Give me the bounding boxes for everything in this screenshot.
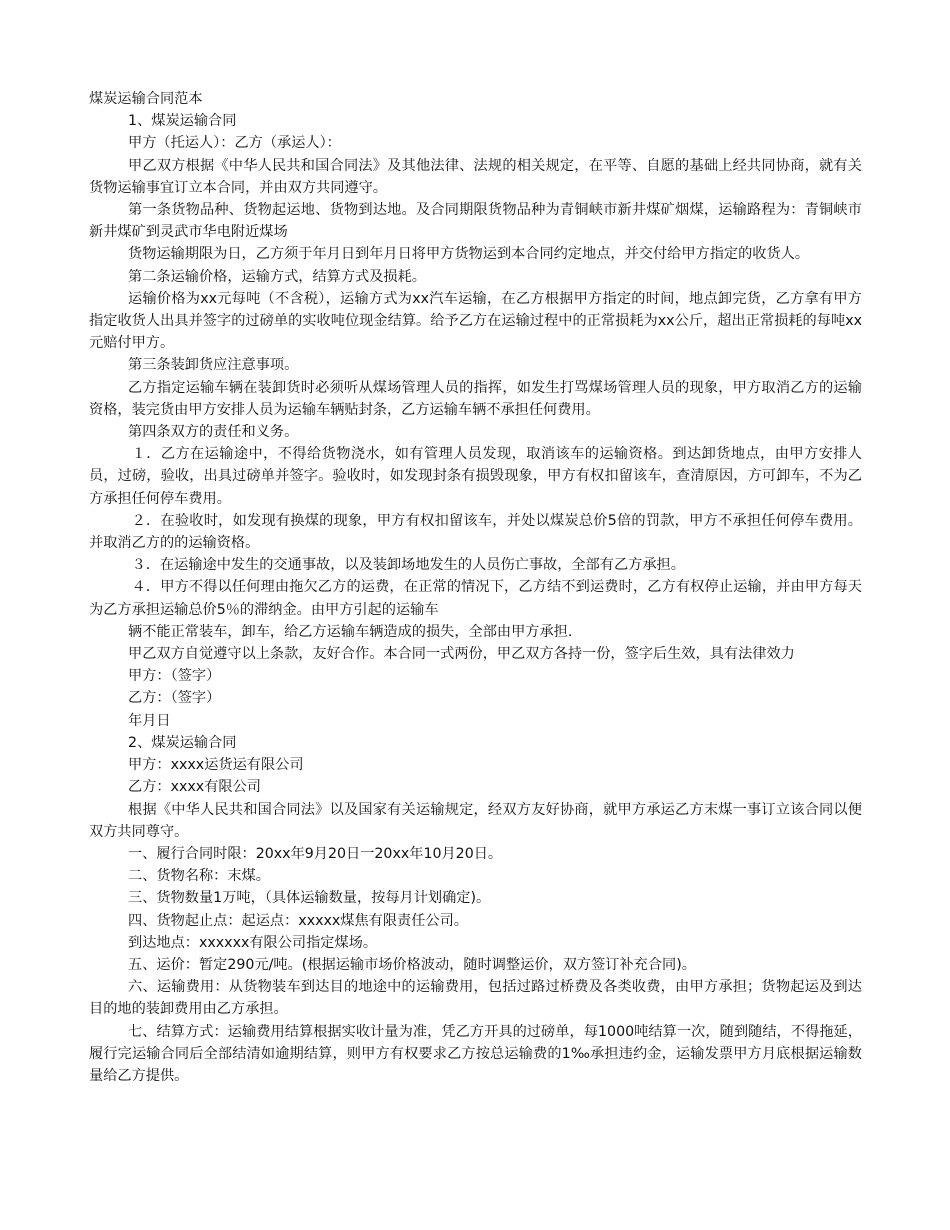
- clause-4-origin: 四、货物起止点：起运点：xxxxx煤焦有限责任公司。: [128, 912, 468, 929]
- contract-1-preamble: 甲乙双方根据《中华人民共和国合同法》及其他法律、法规的相关规定，在平等、自愿的基础上经共同协商，就有关货物运输事宜订立本合同，并由双方共同遵守。: [89, 157, 862, 196]
- article-4-item-4-cont: 辆不能正常装车，卸车，给乙方运输车辆造成的损失，全部由甲方承担.: [128, 623, 573, 640]
- clause-7-settlement: 七、结算方式：运输费用结算根据实收计量为准，凭乙方开具的过磅单，每1000吨结算一次，随到随结，不得拖延，履行完运输合同后全部结清如逾期结算，则甲方有权要求乙方按总运输费的1‰承担违约金，运输发票甲方月底根据运输数量给乙方提供。: [89, 1023, 862, 1084]
- clause-3-quantity: 三、货物数量1万吨，（具体运输数量，按每月计划确定)。: [128, 890, 491, 907]
- article-4-item-1: １．乙方在运输途中，不得给货物浇水，如有管理人员发现，取消该车的运输资格。到达卸货地点，由甲方安排人员，过磅，验收，出具过磅单并签字。验收时，如发现封条有损毁现象，甲方有权扣留该车，查清原因，方可卸车，不为乙方承担任何停车费用。: [89, 446, 862, 507]
- contract-1-parties: 甲方（托运人）：乙方（承运人）：: [128, 135, 341, 152]
- article-2-heading: 第二条运输价格，运输方式，结算方式及损耗。: [128, 268, 426, 285]
- contract-2-party-b: 乙方：xxxx有限公司: [128, 779, 261, 796]
- party-b-signature: 乙方：（签字）: [128, 690, 221, 707]
- clause-2-goods: 二、货物名称：末煤。: [128, 868, 270, 885]
- party-a-signature: 甲方：（签字）: [128, 668, 221, 685]
- contract-1-closing: 甲乙双方自觉遵守以上条款，友好合作。本合同一式两份，甲乙双方各持一份，签字后生效，具有法律效力: [128, 646, 795, 663]
- clause-5-price: 五、运价：暂定290元/吨。(根据运输市场价格波动，随时调整运价，双方签订补充合同)。: [128, 956, 696, 973]
- document-body: [89, 88, 862, 1087]
- article-1: 第一条货物品种、货物起运地、货物到达地。及合同期限货物品种为青铜峡市新井煤矿烟煤，运输路程为：青铜峡市新井煤矿到灵武市华电附近煤场: [89, 202, 862, 241]
- clause-1-term: 一、履行合同时限：20xx年9月20日一20xx年10月20日。: [128, 845, 503, 862]
- article-3-body: 乙方指定运输车辆在装卸货时必须听从煤场管理人员的指挥，如发生打骂煤场管理人员的现象，甲方取消乙方的运输资格，装完货由甲方安排人员为运输车辆贴封条，乙方运输车辆不承担任何费用。: [89, 379, 862, 418]
- document-title: 煤炭运输合同范本: [89, 91, 203, 107]
- article-4-item-2: ２．在验收时，如发现有换煤的现象，甲方有权扣留该车，并处以煤炭总价5倍的罚款，甲方不承担任何停车费用。并取消乙方的的运输资格。: [89, 512, 862, 552]
- article-4-item-3: ３．在运输途中发生的交通事故，以及装卸场地发生的人员伤亡事故，全部有乙方承担。: [131, 557, 685, 574]
- article-3-heading: 第三条装卸货应注意事项。: [128, 357, 299, 374]
- contract-2-preamble: 根据《中华人民共和国合同法》以及国家有关运输规定，经双方友好协商，就甲方承运乙方末煤一事订立该合同以便双方共同尊守。: [89, 801, 862, 840]
- contract-1-heading: 1、煤炭运输合同: [128, 113, 237, 130]
- contract-1-date: 年月日: [128, 712, 171, 729]
- clause-6-costs: 六、运输费用：从货物装车到达目的地途中的运输费用，包括过路过桥费及各类收费，由甲方承担；货物起运及到达目的地的装卸费用由乙方承担。: [89, 979, 862, 1018]
- article-2-body: 运输价格为xx元每吨（不含税），运输方式为xx汽车运输，在乙方根据甲方指定的时间，地点卸完货，乙方拿有甲方指定收货人出具并签字的过磅单的实收吨位现金结算。给予乙方在运输过程中的正常损耗为xx公斤，超出正常损耗的每吨xx元赔付甲方。: [89, 290, 862, 352]
- contract-2-heading: 2、煤炭运输合同: [128, 734, 237, 751]
- article-4-item-4: ４．甲方不得以任何理由拖欠乙方的运费，在正常的情况下，乙方结不到运费时，乙方有权停止运输，并由甲方每天为乙方承担运输总价5％的滞纳金。由甲方引起的运输车: [89, 579, 862, 618]
- clause-4-destination: 到达地点：xxxxxx有限公司指定煤场。: [128, 934, 378, 951]
- contract-2-party-a: 甲方：xxxx运货运有限公司: [128, 757, 304, 774]
- article-4-heading: 第四条双方的责任和义务。: [128, 424, 299, 441]
- article-1-period: 货物运输期限为日，乙方须于年月日到年月日将甲方货物运到本合同约定地点，并交付给甲方指定的收货人。: [128, 246, 810, 263]
